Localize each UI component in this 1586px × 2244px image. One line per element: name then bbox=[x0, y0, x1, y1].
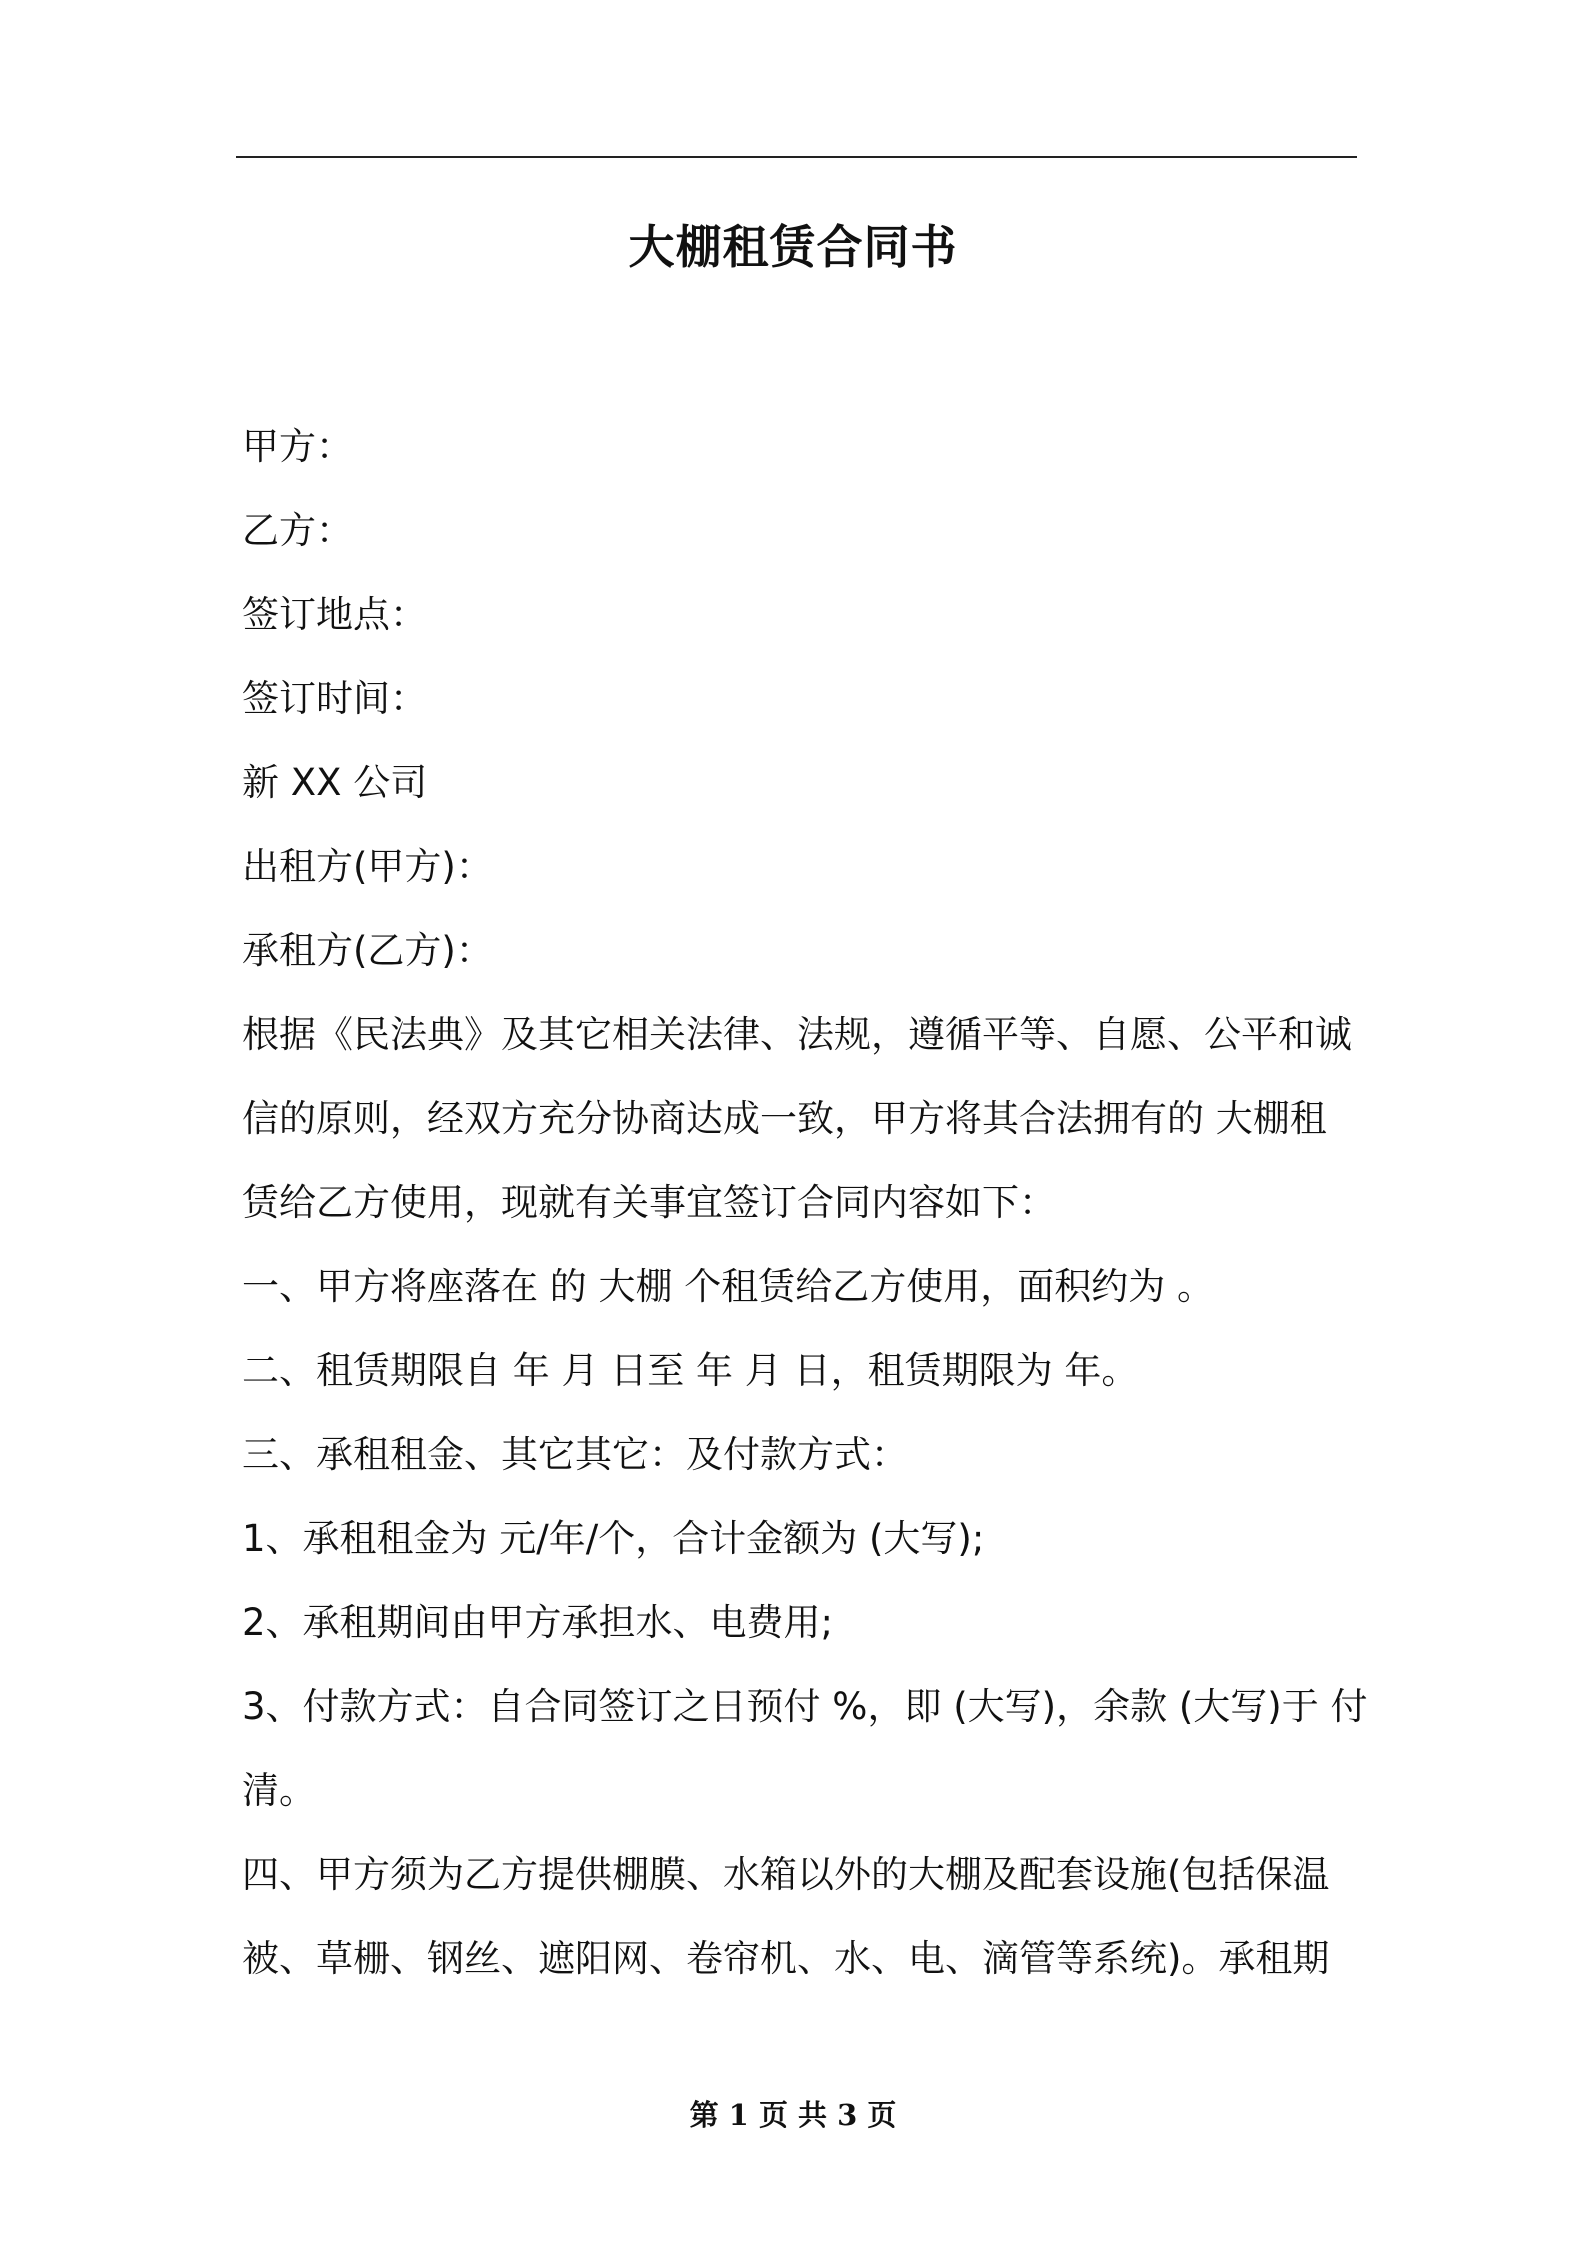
preamble-line-2: 信的原则，经双方充分协商达成一致，甲方将其合法拥有的 大棚租 bbox=[242, 1097, 1327, 1140]
party-b-line: 乙方： bbox=[242, 509, 353, 552]
clause-2-line: 二、租赁期限自 年 月 日至 年 月 日，租赁期限为 年。 bbox=[242, 1349, 1139, 1392]
signing-time-line: 签订时间： bbox=[242, 677, 427, 720]
clause-3-item-2: 2、承租期间由甲方承担水、电费用; bbox=[242, 1601, 834, 1644]
lessee-line: 承租方(乙方)： bbox=[242, 929, 493, 972]
clause-4-line-2: 被、草栅、钢丝、遮阳网、卷帘机、水、电、滴管等系统)。承租期 bbox=[242, 1937, 1330, 1980]
document-title: 大棚租赁合同书 bbox=[628, 220, 958, 274]
clause-3-item-3-cont: 清。 bbox=[242, 1769, 316, 1812]
lessor-line: 出租方(甲方)： bbox=[242, 845, 493, 888]
preamble-line-1: 根据《民法典》及其它相关法律、法规，遵循平等、自愿、公平和诚 bbox=[242, 1013, 1352, 1056]
company-line: 新 XX 公司 bbox=[242, 761, 428, 804]
page-number: 第 1 页 共 3 页 bbox=[689, 2098, 897, 2132]
preamble-line-3: 赁给乙方使用，现就有关事宜签订合同内容如下： bbox=[242, 1181, 1056, 1224]
clause-3-line: 三、承租租金、其它其它：及付款方式： bbox=[242, 1433, 908, 1476]
contract-body bbox=[242, 405, 1368, 2001]
clause-3-item-3: 3、付款方式：自合同签订之日预付 %，即 (大写)，余款 (大写)于 付 bbox=[242, 1685, 1368, 1728]
clause-1-line: 一、甲方将座落在 的 大棚 个租赁给乙方使用，面积约为 。 bbox=[242, 1265, 1215, 1308]
header-divider bbox=[236, 156, 1357, 158]
signing-place-line: 签订地点： bbox=[242, 593, 427, 636]
clause-3-item-1: 1、承租租金为 元/年/个，合计金额为 (大写); bbox=[242, 1517, 985, 1560]
clause-4-line-1: 四、甲方须为乙方提供棚膜、水箱以外的大棚及配套设施(包括保温 bbox=[242, 1853, 1330, 1896]
party-a-line: 甲方： bbox=[242, 425, 353, 468]
